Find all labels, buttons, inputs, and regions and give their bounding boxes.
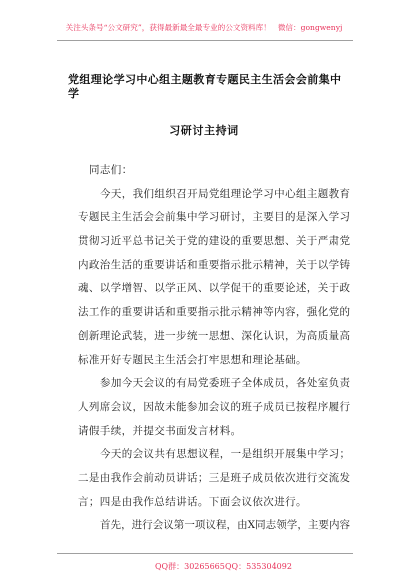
body-line: 参加今天会议的有局党委班子全体成员，各处室负责 [100, 377, 350, 390]
body-line: 人列席会议，因故未能参加会议的班子成员已按程序履行 [78, 400, 350, 413]
wechat-id: 微信：gongwenyj [277, 23, 343, 32]
body-line: 法工作的重要讲话和重要指示批示精神等内容，强化党的 [78, 306, 350, 319]
body-line: 请假手续，并提交书面发言材料。 [78, 424, 242, 437]
body-line: 今天的会议共有思想议程，一是组织开展集中学习； [100, 448, 350, 461]
body-line: 言；四是由我作总结讲话。下面会议依次进行。 [78, 495, 307, 508]
paragraph [78, 372, 350, 443]
body-line: 创新理论武装，进一步统一思想、深化认识，为高质量高 [78, 329, 350, 342]
footer-qq: QQ：535304092 [225, 562, 292, 571]
document-title-line-1: 党组理论学习中心组主题教育专题民主生活会会前集中学 [68, 73, 341, 100]
header-notice [0, 22, 408, 34]
body-line: 贯彻习近平总书记关于党的建设的重要思想、关于严肃党 [78, 235, 350, 248]
body-line: 专题民主生活会会前集中学习研讨，主要目的是深入学习 [78, 211, 350, 224]
document-title-line-2: 习研讨主持词 [169, 124, 239, 137]
paragraph [78, 443, 350, 514]
footer-rule [57, 553, 353, 554]
document-body [78, 159, 350, 538]
body-line: 首先，进行会议第一项议程，由X同志领学，主要内容 [100, 519, 350, 532]
body-line: 二是由我作会前动员讲话；三是班子成员依次进行交流发 [78, 471, 350, 484]
header-rule [57, 40, 353, 41]
paragraph [78, 514, 350, 538]
header-notice-text: 关注头条号“公文研究”，获得最新最全最专业的公文资料库！ [65, 23, 271, 32]
body-line: 魂、以学增智、以学正风、以学促干的重要论述，关于政 [78, 282, 350, 295]
salutation: 同志们： [89, 164, 133, 176]
paragraph [78, 183, 350, 373]
footer-qq-group: QQ群：30265665 [155, 562, 225, 571]
body-line: 内政治生活的重要讲话和重要指示批示精神，关于以学铸 [78, 258, 350, 271]
body-line: 今天，我们组织召开局党组理论学习中心组主题教育 [100, 187, 350, 200]
body-line: 标准开好专题民主生活会打牢思想和理论基础。 [78, 353, 307, 366]
